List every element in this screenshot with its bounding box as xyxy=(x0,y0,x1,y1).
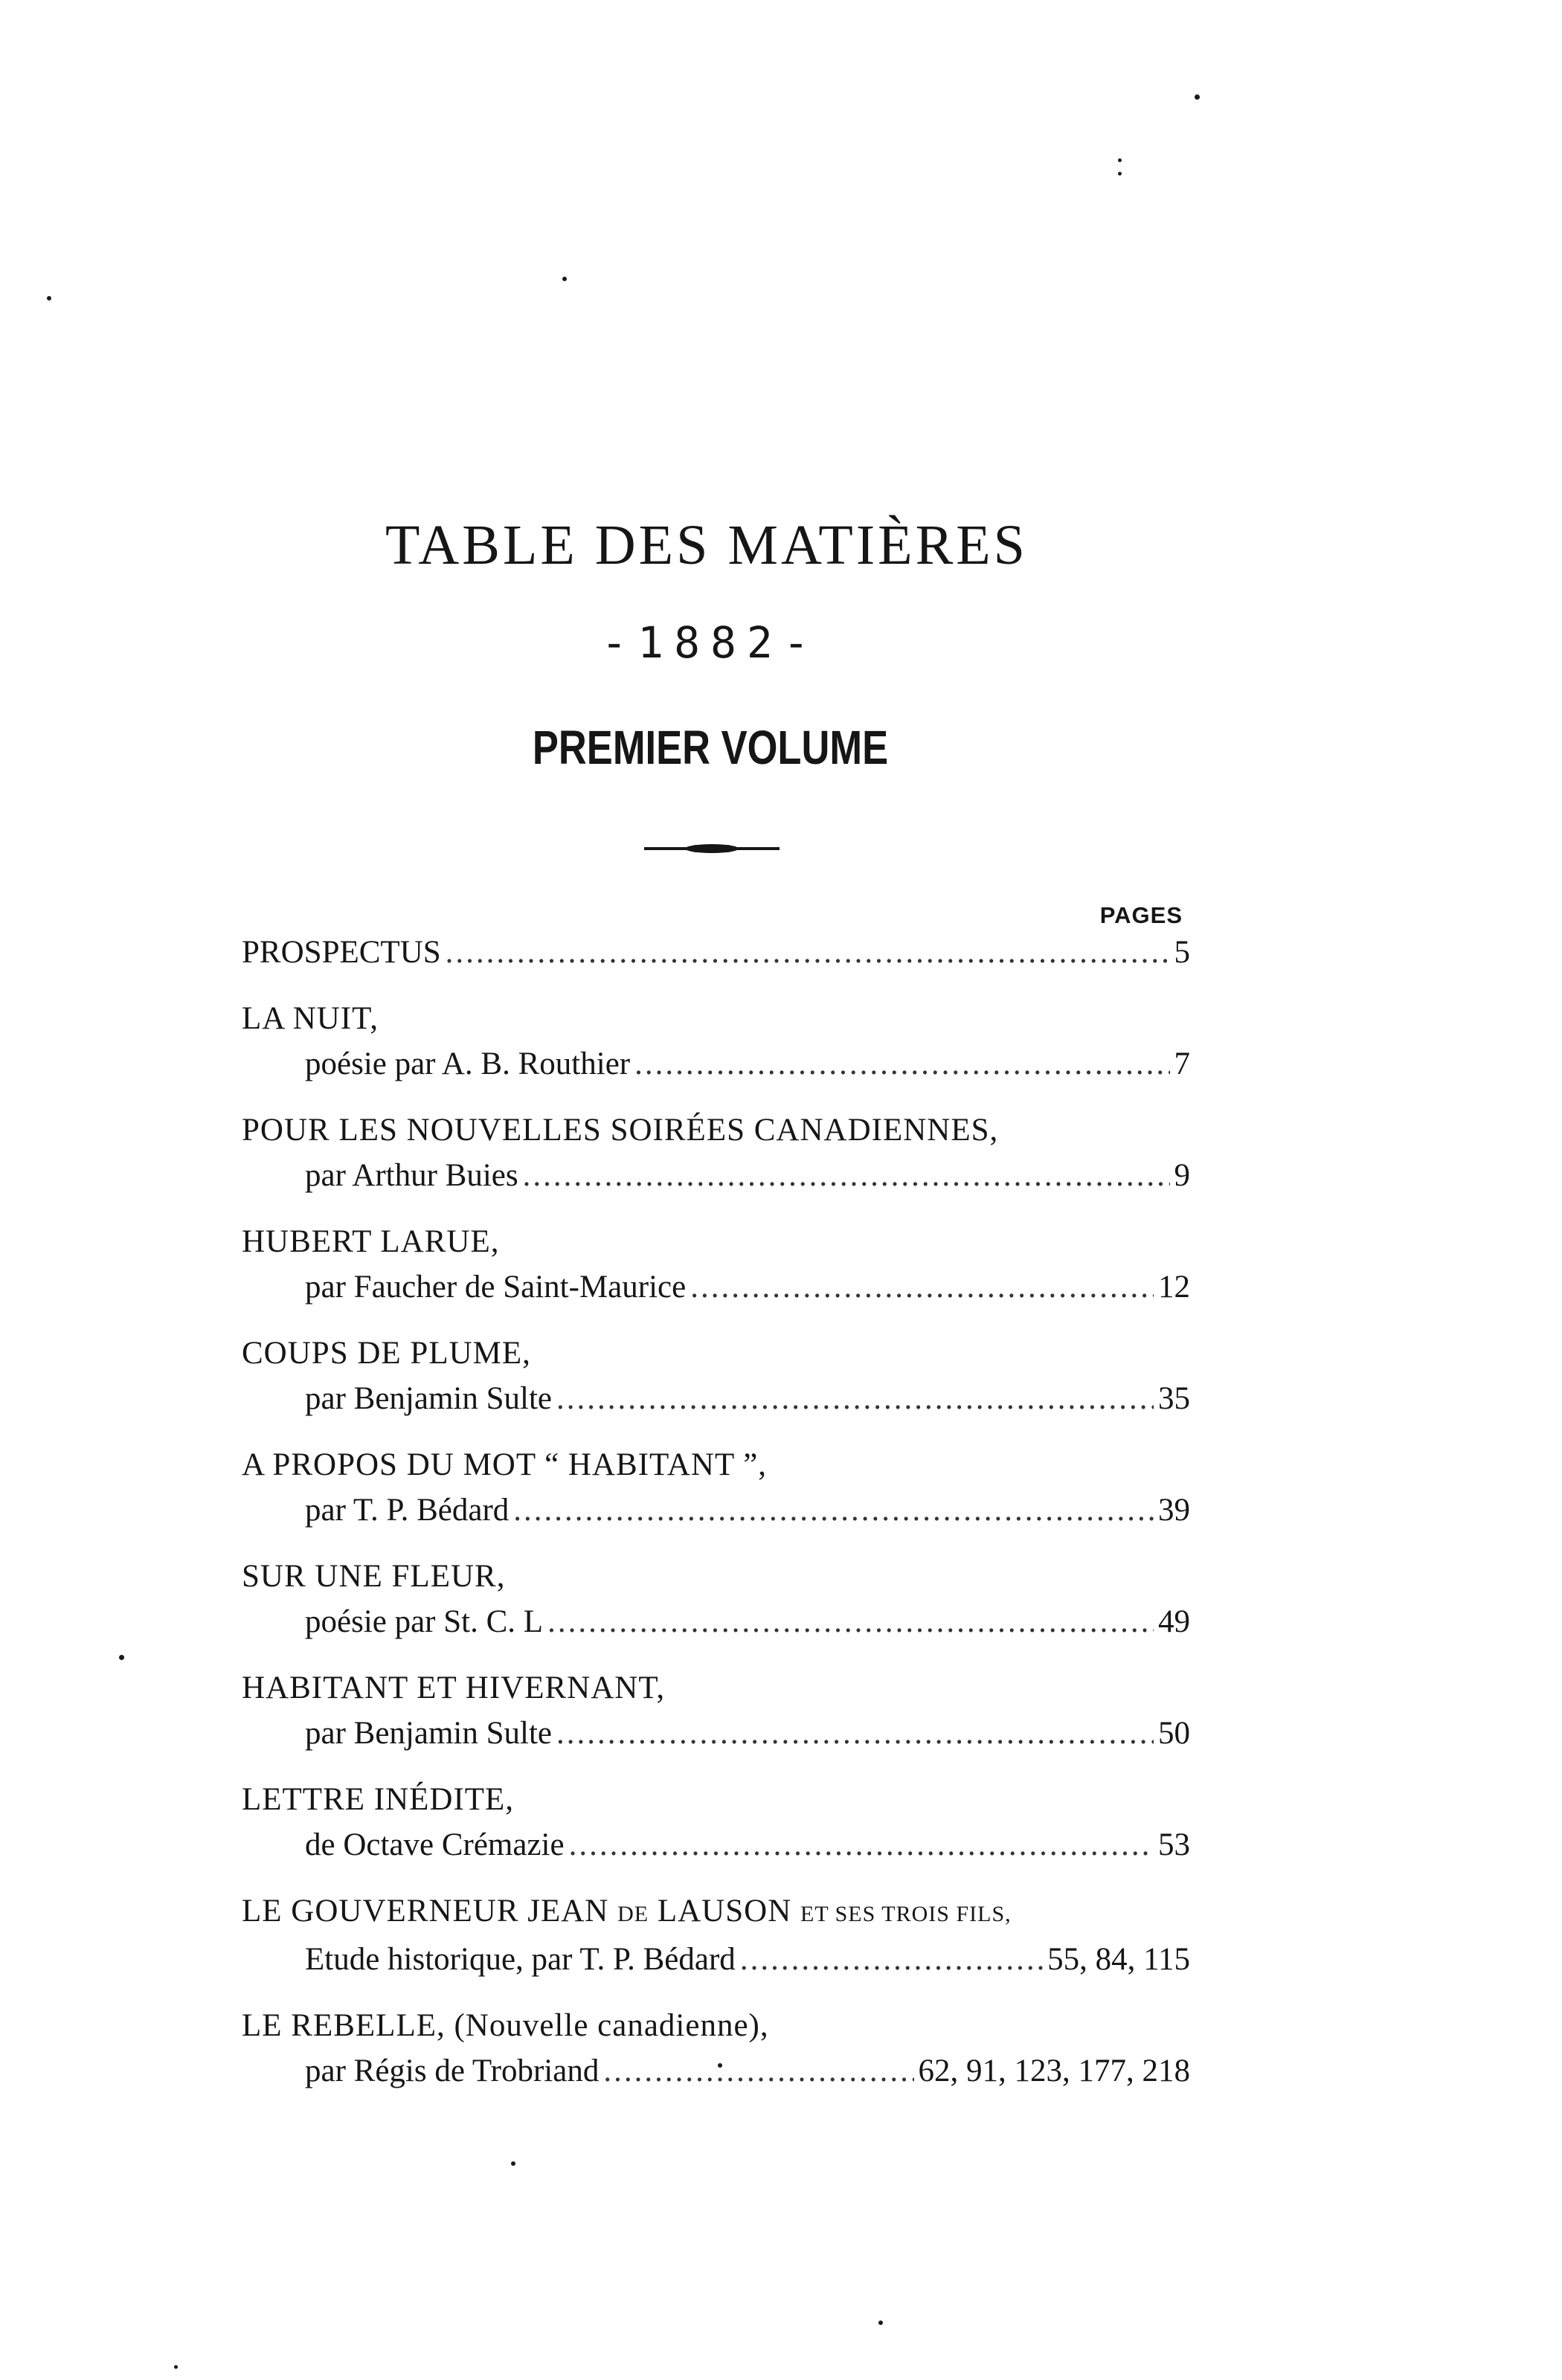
toc-line xyxy=(242,1153,1190,1198)
page-number: 7 xyxy=(1174,1046,1190,1081)
toc-entry xyxy=(242,1777,1190,1868)
entry-title-part: LE GOUVERNEUR JEAN xyxy=(242,1894,618,1929)
dot-leader xyxy=(690,1264,1154,1310)
entry-title: A PROPOS DU MOT “ HABITANT ”, xyxy=(242,1447,768,1482)
page-number: 9 xyxy=(1174,1158,1190,1193)
page-number: 55, 84, 115 xyxy=(1047,1942,1190,1977)
entry-author: poésie par A. B. Routhier xyxy=(305,1046,631,1081)
page-number: 53 xyxy=(1158,1827,1190,1862)
entry-title: LETTRE INÉDITE, xyxy=(242,1782,515,1817)
entry-author: par T. P. Bédard xyxy=(305,1493,510,1528)
toc-line xyxy=(242,1599,1190,1644)
pages-column-header: PAGES xyxy=(1099,902,1183,928)
entry-author: par Benjamin Sulte xyxy=(305,1381,552,1416)
dot-leader xyxy=(556,1711,1154,1756)
print-speck xyxy=(174,2365,178,2369)
entry-title: HUBERT LARUE, xyxy=(242,1224,500,1259)
ornament-divider xyxy=(641,843,782,855)
print-speck xyxy=(1118,172,1122,176)
entry-title-small-caps: ET SES TROIS FILS, xyxy=(800,1902,1012,1926)
toc-entry xyxy=(242,2003,1190,2094)
entry-title: PROSPECTUS xyxy=(242,935,441,970)
toc-line xyxy=(242,1822,1190,1868)
toc-entry xyxy=(242,1107,1190,1198)
toc-line xyxy=(242,1711,1190,1756)
dot-leader xyxy=(569,1822,1154,1868)
page-number: 50 xyxy=(1158,1716,1190,1751)
entry-author: par Benjamin Sulte xyxy=(305,1716,552,1751)
table-of-contents xyxy=(242,930,1190,2094)
entry-title: LE REBELLE, (Nouvelle canadienne), xyxy=(242,2008,769,2043)
page-title: TABLE DES MATIÈRES xyxy=(385,514,1028,576)
toc-entry xyxy=(242,996,1190,1087)
toc-line xyxy=(242,1937,1190,1982)
toc-line xyxy=(242,1488,1190,1533)
entry-author: par Régis de Trobriand xyxy=(305,2053,600,2088)
page-number: 12 xyxy=(1158,1270,1190,1305)
entry-title-small-caps: DE xyxy=(617,1902,649,1926)
entry-title: POUR LES NOUVELLES SOIRÉES CANADIENNES, xyxy=(242,1113,999,1148)
toc-entry xyxy=(242,1665,1190,1756)
entry-title: LA NUIT, xyxy=(242,1001,379,1036)
entry-author: par Faucher de Saint-Maurice xyxy=(305,1270,687,1305)
print-speck xyxy=(1195,94,1200,100)
toc-entry xyxy=(242,930,1190,975)
print-speck xyxy=(878,2320,883,2325)
entry-title xyxy=(242,1888,1190,1937)
toc-line xyxy=(242,1264,1190,1310)
toc-entry xyxy=(242,1442,1190,1533)
print-speck xyxy=(1118,158,1122,162)
dot-leader xyxy=(634,1041,1169,1087)
toc-line xyxy=(242,1041,1190,1087)
toc-entry xyxy=(242,1331,1190,1421)
entry-author: poésie par St. C. L xyxy=(305,1604,544,1639)
page-number: 5 xyxy=(1174,935,1190,970)
dot-leader xyxy=(513,1488,1154,1533)
entry-author: Etude historique, par T. P. Bédard xyxy=(305,1942,736,1977)
toc-line xyxy=(242,930,1190,975)
page-number: 35 xyxy=(1158,1381,1190,1416)
toc-entry xyxy=(242,1554,1190,1644)
page-number: 62, 91, 123, 177, 218 xyxy=(918,2053,1190,2088)
toc-entry xyxy=(242,1219,1190,1310)
dot-leader xyxy=(446,930,1170,975)
dot-leader xyxy=(523,1153,1170,1198)
print-speck xyxy=(562,277,567,281)
entry-title: SUR UNE FLEUR, xyxy=(242,1559,506,1594)
dot-leader xyxy=(547,1599,1154,1644)
toc-line xyxy=(242,2048,1190,2094)
entry-title-part: LAUSON xyxy=(649,1894,801,1929)
print-speck xyxy=(511,2161,515,2166)
toc-entry xyxy=(242,1888,1190,1982)
toc-line xyxy=(242,1376,1190,1421)
page-number: 39 xyxy=(1158,1493,1190,1528)
dot-leader xyxy=(556,1376,1154,1421)
entry-title: COUPS DE PLUME, xyxy=(242,1336,531,1371)
year-heading: -1882- xyxy=(601,617,820,668)
entry-title: HABITANT ET HIVERNANT, xyxy=(242,1670,666,1705)
page-number: 49 xyxy=(1158,1604,1190,1639)
print-speck xyxy=(119,1655,124,1660)
entry-author: de Octave Crémazie xyxy=(305,1827,565,1862)
dot-leader xyxy=(603,2048,913,2094)
dot-leader xyxy=(740,1937,1043,1982)
entry-author: par Arthur Buies xyxy=(305,1158,518,1193)
print-speck xyxy=(47,296,51,300)
volume-heading: PREMIER VOLUME xyxy=(532,721,889,774)
